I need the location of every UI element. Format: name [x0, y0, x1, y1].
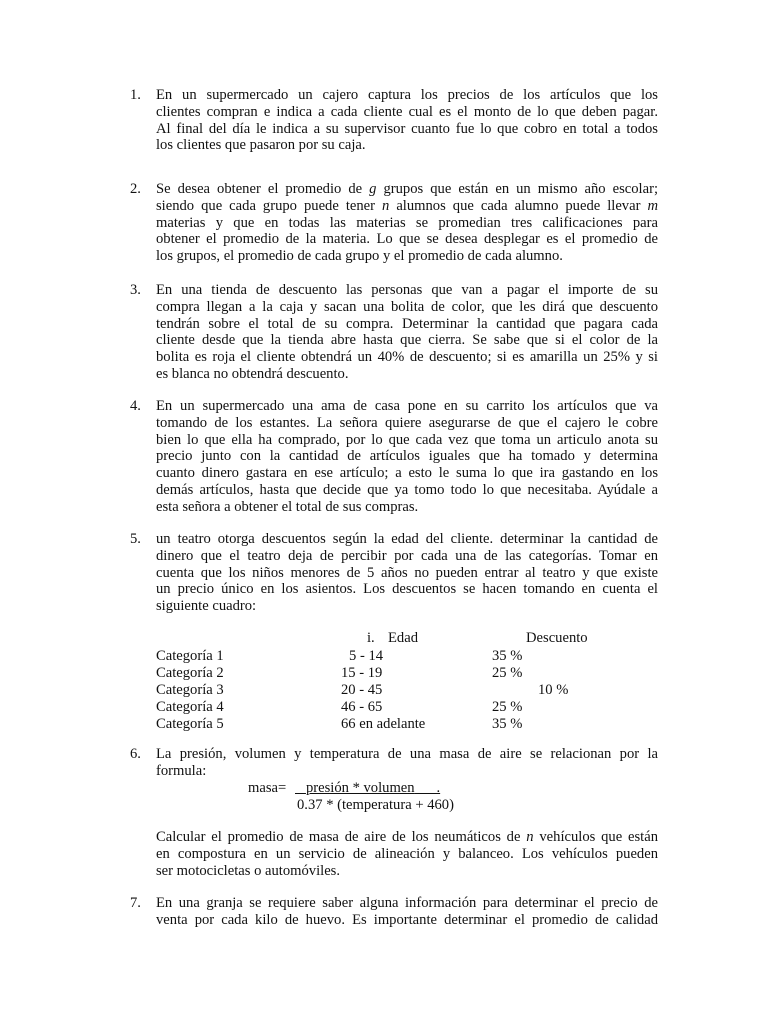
problem-number: 7. [130, 895, 141, 911]
category-cell: Categoría 5 [156, 716, 224, 732]
text-line: venta por cada kilo de huevo. Es importante determinar el promedio de calidad [156, 911, 658, 928]
discount-cell: 25 % [492, 699, 523, 715]
numerator-end: . [436, 780, 441, 796]
text-line: bien lo que ella ha comprado, por lo que cada vez que toma un articulo anota su [156, 431, 658, 448]
text-line: En una granja se requiere saber alguna información para determinar el precio de [156, 895, 658, 911]
text-line: dinero que el teatro deja de percibir por cada una de las categorías. Tomar en [156, 547, 658, 564]
category-cell: Categoría 3 [156, 682, 224, 698]
text-line: En un supermercado un cajero captura los precios de los artículos que los [156, 87, 658, 103]
problem-number: 4. [130, 398, 141, 414]
problem-number: 5. [130, 531, 141, 547]
category-cell: Categoría 2 [156, 665, 224, 681]
text-line: los clientes que pasaron por su caja. [156, 137, 366, 154]
text-line: los grupos, el promedio de cada grupo y el promedio de cada alumno. [156, 248, 563, 265]
text-line: demás artículos, hasta que decide que ya tomo todo lo que necesitaba. Ayúdale a [156, 481, 658, 498]
category-cell: Categoría 1 [156, 648, 224, 664]
text-line: formula: [156, 762, 207, 779]
text-line: un precio único en los asientos. Los descuentos se hacen tomando en cuenta el [156, 581, 658, 598]
text-line: precio junto con la cantidad de artículos iguales que ha tomado y determina [156, 448, 658, 465]
discount-cell: 10 % [538, 682, 569, 698]
table-row [156, 665, 656, 682]
problem-number: 6. [130, 746, 141, 762]
text-line: Se desea obtener el promedio de g grupos que están en un mismo año escolar; [156, 181, 658, 197]
table-row [156, 648, 656, 665]
text-line: En una tienda de descuento las personas que van a pagar el importe de su [156, 282, 658, 298]
text-line: Calcular el promedio de masa de aire de los neumáticos de n vehículos que están [156, 829, 658, 845]
header-age: Edad [388, 630, 418, 646]
problem-text [156, 181, 658, 265]
problem-text [156, 282, 658, 383]
header-index: i. [367, 630, 375, 646]
formula-numerator [295, 780, 440, 797]
numerator-text: presión * volumen [305, 780, 415, 796]
age-cell: 20 - 45 [341, 682, 383, 698]
text-line: tendrán sobre el total de su compra. Determinar la cantidad que pagara cada [156, 315, 658, 332]
text-line: bolita es roja el cliente obtendrá un 40% de descuento; si es amarilla un 25% y si [156, 349, 658, 366]
age-cell: 5 - 14 [349, 648, 384, 664]
discount-cell: 35 % [492, 716, 523, 732]
formula-denominator: 0.37 * (temperatura + 460) [297, 797, 454, 813]
text-line: cliente desde que la tienda abre hasta que cierra. Se sabe que si el color de la [156, 332, 658, 349]
text-line: cuanto dinero gastara en ese artículo; a esto le suma lo que ira gastando en los [156, 465, 658, 482]
problem-number: 1. [130, 87, 141, 103]
table-row [156, 682, 656, 699]
table-header [156, 630, 656, 647]
text-line: siendo que cada grupo puede tener n alumnos que cada alumno puede llevar m [156, 197, 658, 214]
problem-text [156, 895, 658, 929]
text-line: cuenta que los niños menores de 5 años no pueden entrar al teatro y que existe [156, 564, 658, 581]
text-line: es blanca no obtendrá descuento. [156, 365, 349, 382]
problem-text [156, 87, 658, 154]
table-row [156, 699, 656, 716]
text-line: obtener el promedio de la materia. Lo que se desea desplegar es el promedio de [156, 231, 658, 248]
problem-number: 3. [130, 282, 141, 298]
text-line: compra llegan a la caja y sacan una bolita de color, que les dirá que descuento [156, 298, 658, 315]
discount-cell: 25 % [492, 665, 523, 681]
text-line: clientes compran e indica a cada cliente cual es el monto de lo que deben pagar. [156, 103, 658, 120]
problem-number: 2. [130, 181, 141, 197]
problem-text [156, 531, 658, 615]
problem-text [156, 829, 658, 879]
text-line: un teatro otorga descuentos según la edad del cliente. determinar la cantidad de [156, 531, 658, 547]
age-cell: 66 en adelante [341, 716, 426, 732]
text-line: materias y que en todas las materias se promedian tres calificaciones para [156, 214, 658, 231]
problem-text [156, 398, 658, 516]
text-line: esta señora a obtener el total de sus compras. [156, 498, 419, 515]
table-row [156, 716, 656, 733]
formula-lhs: masa= [248, 780, 287, 796]
text-line: siguiente cuadro: [156, 598, 257, 615]
discount-cell: 35 % [492, 648, 523, 664]
text-line: La presión, volumen y temperatura de una masa de aire se relacionan por la [156, 746, 658, 762]
text-line: Al final del día le indica a su supervisor cuanto fue lo que cobro en total a todos [156, 120, 658, 137]
problem-text [156, 746, 658, 780]
age-cell: 15 - 19 [341, 665, 383, 681]
header-discount: Descuento [526, 630, 588, 646]
text-line: En un supermercado una ama de casa pone en su carrito los artículos que va [156, 398, 658, 414]
age-cell: 46 - 65 [341, 699, 383, 715]
text-line: ser motocicletas o automóviles. [156, 862, 340, 879]
text-line: tomando de los estantes. La señora quiere asegurarse de que el cajero le cobre [156, 414, 658, 431]
category-cell: Categoría 4 [156, 699, 224, 715]
text-line: en compostura en un servicio de alineación y balanceo. Los vehículos pueden [156, 845, 658, 862]
